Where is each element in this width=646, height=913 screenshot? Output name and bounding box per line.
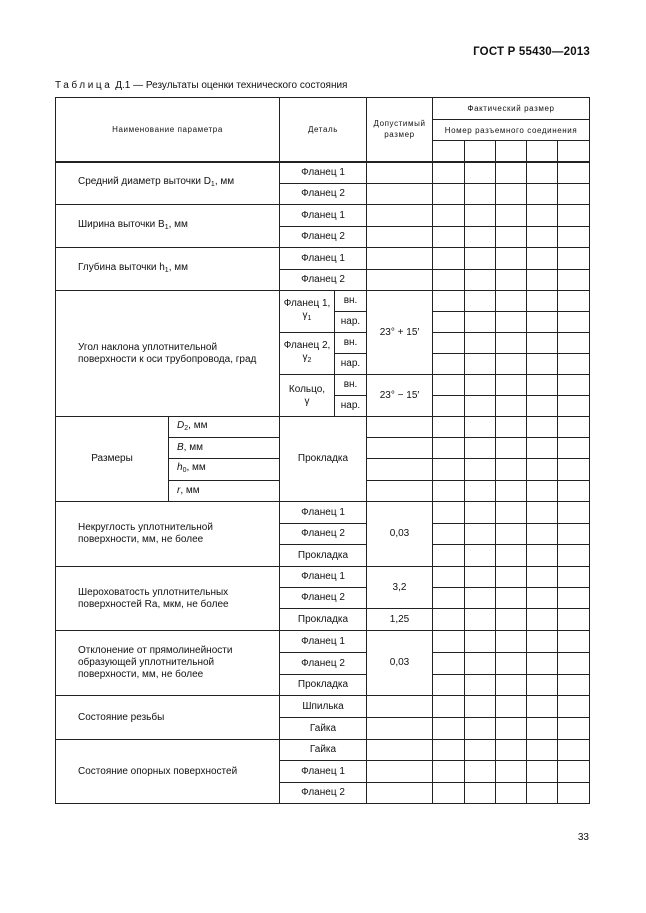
value-cell[interactable] (527, 417, 558, 438)
allowed-angle-flanges: 23° + 15′ (367, 291, 433, 375)
value-cell[interactable] (496, 783, 527, 804)
value-cell[interactable] (465, 459, 496, 481)
value-cell[interactable] (558, 312, 590, 333)
detail-gasket: Прокладка (280, 417, 367, 502)
detail-flange1: Фланец 1 (280, 502, 367, 524)
value-cell[interactable] (527, 162, 558, 184)
allowed-cell (367, 162, 433, 184)
allowed-cell (367, 481, 433, 502)
value-cell[interactable] (558, 524, 590, 545)
value-cell[interactable] (465, 696, 496, 718)
value-cell[interactable] (558, 396, 590, 417)
value-cell[interactable] (465, 631, 496, 653)
detail-nut: Гайка (280, 718, 367, 740)
detail-flange1: Фланец 1 (280, 567, 367, 588)
value-cell[interactable] (527, 783, 558, 804)
value-cell[interactable] (465, 184, 496, 205)
value-cell[interactable] (558, 631, 590, 653)
value-cell[interactable] (558, 718, 590, 740)
value-cell[interactable] (496, 761, 527, 783)
value-cell[interactable] (527, 588, 558, 609)
value-cell[interactable] (433, 588, 465, 609)
value-cell[interactable] (433, 333, 465, 354)
value-cell[interactable] (496, 502, 527, 524)
detail-inner: вн. (335, 375, 367, 396)
caption-prefix: Таблица (55, 80, 113, 91)
detail-flange1: Фланец 1 (280, 205, 367, 227)
value-cell[interactable] (433, 502, 465, 524)
value-cell[interactable] (433, 609, 465, 631)
param-straightness: Отклонение от прямолинейности образующей уплотнительной поверхности, мм, не более (56, 631, 280, 696)
value-cell[interactable] (465, 417, 496, 438)
value-cell[interactable] (433, 696, 465, 718)
header-param: Наименование параметра (56, 98, 280, 162)
value-cell[interactable] (433, 227, 465, 248)
value-cell[interactable] (527, 438, 558, 459)
allowed-cell (367, 740, 433, 761)
param-avg-diameter: Средний диаметр выточки $D_1$, мм (56, 162, 280, 205)
allowed-angle-ring: 23° − 15′ (367, 375, 433, 417)
detail-flange2: Фланец 2 (280, 653, 367, 675)
size-r: r, мм (169, 481, 280, 502)
value-cell[interactable] (527, 524, 558, 545)
value-cell[interactable] (465, 227, 496, 248)
value-cell[interactable] (465, 312, 496, 333)
size-h0: $h_0$, мм (169, 459, 280, 481)
value-cell[interactable] (558, 588, 590, 609)
page-number: 33 (577, 832, 589, 843)
value-cell[interactable] (527, 184, 558, 205)
value-cell[interactable] (558, 184, 590, 205)
value-cell[interactable] (496, 740, 527, 761)
value-cell[interactable] (558, 227, 590, 248)
value-cell[interactable] (496, 227, 527, 248)
value-cell[interactable] (496, 588, 527, 609)
value-cell[interactable] (527, 459, 558, 481)
value-cell[interactable] (527, 333, 558, 354)
value-cell[interactable] (433, 675, 465, 696)
header-joint-cell (496, 141, 527, 162)
value-cell[interactable] (527, 718, 558, 740)
value-cell[interactable] (496, 396, 527, 417)
value-cell[interactable] (496, 524, 527, 545)
value-cell[interactable] (496, 438, 527, 459)
value-cell[interactable] (496, 312, 527, 333)
value-cell[interactable] (433, 438, 465, 459)
value-cell[interactable] (558, 417, 590, 438)
value-cell[interactable] (433, 653, 465, 675)
value-cell[interactable] (433, 396, 465, 417)
value-cell[interactable] (558, 675, 590, 696)
detail-nut: Гайка (280, 740, 367, 761)
caption-text: Д.1 — Результаты оценки технического состояния (112, 80, 348, 91)
value-cell[interactable] (496, 248, 527, 270)
value-cell[interactable] (433, 761, 465, 783)
value-cell[interactable] (527, 567, 558, 588)
value-cell[interactable] (527, 653, 558, 675)
value-cell[interactable] (465, 761, 496, 783)
value-cell[interactable] (558, 162, 590, 184)
detail-flange1-gamma: Фланец 1, $\gamma_1$ (280, 291, 335, 333)
value-cell[interactable] (558, 502, 590, 524)
detail-flange1: Фланец 1 (280, 162, 367, 184)
document-code: ГОСТ Р 55430—2013 (473, 46, 590, 58)
value-cell[interactable] (496, 291, 527, 312)
param-angle: Угол наклона уплотнительной поверхности к оси трубопровода, град (56, 291, 280, 417)
detail-flange1: Фланец 1 (280, 761, 367, 783)
value-cell[interactable] (465, 333, 496, 354)
allowed-cell (367, 270, 433, 291)
value-cell[interactable] (527, 675, 558, 696)
value-cell[interactable] (527, 227, 558, 248)
value-cell[interactable] (465, 481, 496, 502)
value-cell[interactable] (558, 567, 590, 588)
value-cell[interactable] (465, 396, 496, 417)
value-cell[interactable] (433, 567, 465, 588)
param-groove-width: Ширина выточки $B_1$, мм (56, 205, 280, 248)
allowed-nonroundness: 0,03 (367, 502, 433, 567)
param-thread: Состояние резьбы (56, 696, 280, 740)
value-cell[interactable] (496, 375, 527, 396)
value-cell[interactable] (527, 205, 558, 227)
value-cell[interactable] (433, 783, 465, 804)
value-cell[interactable] (558, 248, 590, 270)
value-cell[interactable] (558, 291, 590, 312)
value-cell[interactable] (496, 354, 527, 375)
value-cell[interactable] (527, 481, 558, 502)
value-cell[interactable] (465, 375, 496, 396)
allowed-cell (367, 417, 433, 438)
value-cell[interactable] (465, 438, 496, 459)
value-cell[interactable] (527, 354, 558, 375)
value-cell[interactable] (558, 333, 590, 354)
value-cell[interactable] (496, 481, 527, 502)
value-cell[interactable] (465, 588, 496, 609)
value-cell[interactable] (558, 438, 590, 459)
value-cell[interactable] (558, 696, 590, 718)
assessment-table (55, 97, 590, 804)
value-cell[interactable] (433, 162, 465, 184)
value-cell[interactable] (433, 184, 465, 205)
value-cell[interactable] (496, 718, 527, 740)
value-cell[interactable] (433, 459, 465, 481)
value-cell[interactable] (558, 270, 590, 291)
value-cell[interactable] (527, 631, 558, 653)
allowed-cell (367, 718, 433, 740)
value-cell[interactable] (465, 248, 496, 270)
value-cell[interactable] (433, 375, 465, 396)
detail-gasket: Прокладка (280, 545, 367, 567)
detail-flange2: Фланец 2 (280, 524, 367, 545)
header-actual: Фактический размер (433, 98, 590, 120)
value-cell[interactable] (527, 696, 558, 718)
header-joint-cell (527, 141, 558, 162)
detail-stud: Шпилька (280, 696, 367, 718)
allowed-cell (367, 783, 433, 804)
allowed-cell (367, 184, 433, 205)
detail-flange2: Фланец 2 (280, 227, 367, 248)
detail-ring-gamma: Кольцо, γ (280, 375, 335, 417)
allowed-cell (367, 227, 433, 248)
value-cell[interactable] (465, 502, 496, 524)
detail-outer: нар. (335, 354, 367, 375)
value-cell[interactable] (465, 270, 496, 291)
param-sizes: Размеры (56, 417, 169, 502)
value-cell[interactable] (496, 333, 527, 354)
value-cell[interactable] (433, 740, 465, 761)
value-cell[interactable] (496, 567, 527, 588)
allowed-cell (367, 205, 433, 227)
value-cell[interactable] (527, 609, 558, 631)
header-joint-cell (558, 141, 590, 162)
header-joint-cell (465, 141, 496, 162)
detail-flange2-gamma: Фланец 2, $\gamma_2$ (280, 333, 335, 375)
value-cell[interactable] (465, 545, 496, 567)
size-b: B, мм (169, 438, 280, 459)
value-cell[interactable] (558, 761, 590, 783)
value-cell[interactable] (433, 545, 465, 567)
value-cell[interactable] (433, 248, 465, 270)
value-cell[interactable] (465, 653, 496, 675)
value-cell[interactable] (496, 675, 527, 696)
value-cell[interactable] (527, 270, 558, 291)
value-cell[interactable] (433, 312, 465, 333)
detail-gasket: Прокладка (280, 609, 367, 631)
allowed-cell (367, 761, 433, 783)
value-cell[interactable] (558, 459, 590, 481)
value-cell[interactable] (433, 354, 465, 375)
detail-flange2: Фланец 2 (280, 783, 367, 804)
value-cell[interactable] (558, 609, 590, 631)
detail-flange2: Фланец 2 (280, 588, 367, 609)
value-cell[interactable] (527, 545, 558, 567)
value-cell[interactable] (527, 248, 558, 270)
value-cell[interactable] (465, 524, 496, 545)
value-cell[interactable] (558, 354, 590, 375)
detail-flange1: Фланец 1 (280, 248, 367, 270)
value-cell[interactable] (496, 184, 527, 205)
value-cell[interactable] (558, 783, 590, 804)
detail-outer: нар. (335, 396, 367, 417)
value-cell[interactable] (527, 502, 558, 524)
value-cell[interactable] (496, 417, 527, 438)
value-cell[interactable] (527, 740, 558, 761)
allowed-roughness-gasket: 1,25 (367, 609, 433, 631)
value-cell[interactable] (433, 417, 465, 438)
value-cell[interactable] (465, 675, 496, 696)
value-cell[interactable] (496, 270, 527, 291)
detail-inner: вн. (335, 333, 367, 354)
value-cell[interactable] (433, 270, 465, 291)
value-cell[interactable] (433, 205, 465, 227)
value-cell[interactable] (558, 205, 590, 227)
header-detail: Деталь (280, 98, 367, 162)
header-joint-cell (433, 141, 465, 162)
value-cell[interactable] (465, 291, 496, 312)
detail-inner: вн. (335, 291, 367, 312)
param-groove-depth: Глубина выточки $h_1$, мм (56, 248, 280, 291)
allowed-roughness-flange: 3,2 (367, 567, 433, 609)
value-cell[interactable] (465, 783, 496, 804)
value-cell[interactable] (496, 545, 527, 567)
allowed-cell (367, 459, 433, 481)
detail-flange1: Фланец 1 (280, 631, 367, 653)
allowed-cell (367, 248, 433, 270)
value-cell[interactable] (496, 162, 527, 184)
value-cell[interactable] (496, 653, 527, 675)
value-cell[interactable] (465, 205, 496, 227)
value-cell[interactable] (496, 459, 527, 481)
value-cell[interactable] (433, 631, 465, 653)
param-nonroundness: Некруглость уплотнительной поверхности, мм, не более (56, 502, 280, 567)
param-roughness: Шероховатость уплотнительных поверхностей Ra, мкм, не более (56, 567, 280, 631)
allowed-cell (367, 438, 433, 459)
value-cell[interactable] (465, 609, 496, 631)
table-caption (55, 80, 347, 91)
value-cell[interactable] (527, 291, 558, 312)
value-cell[interactable] (527, 375, 558, 396)
value-cell[interactable] (465, 718, 496, 740)
param-support: Состояние опорных поверхностей (56, 740, 280, 804)
value-cell[interactable] (527, 396, 558, 417)
header-joint: Номер разъемного соединения (433, 120, 590, 141)
value-cell[interactable] (433, 481, 465, 502)
value-cell[interactable] (433, 718, 465, 740)
value-cell[interactable] (465, 354, 496, 375)
value-cell[interactable] (558, 545, 590, 567)
value-cell[interactable] (496, 631, 527, 653)
value-cell[interactable] (465, 567, 496, 588)
value-cell[interactable] (558, 375, 590, 396)
value-cell[interactable] (527, 312, 558, 333)
allowed-cell (367, 696, 433, 718)
size-d2: $D_2$, мм (169, 417, 280, 438)
value-cell[interactable] (465, 740, 496, 761)
value-cell[interactable] (433, 291, 465, 312)
value-cell[interactable] (558, 653, 590, 675)
value-cell[interactable] (496, 696, 527, 718)
detail-gasket: Прокладка (280, 675, 367, 696)
value-cell[interactable] (433, 524, 465, 545)
value-cell[interactable] (465, 162, 496, 184)
value-cell[interactable] (558, 740, 590, 761)
detail-flange2: Фланец 2 (280, 270, 367, 291)
header-allowed: Допустимый размер (367, 98, 433, 162)
allowed-straightness: 0,03 (367, 631, 433, 696)
value-cell[interactable] (496, 205, 527, 227)
value-cell[interactable] (527, 761, 558, 783)
detail-flange2: Фланец 2 (280, 184, 367, 205)
value-cell[interactable] (558, 481, 590, 502)
detail-outer: нар. (335, 312, 367, 333)
value-cell[interactable] (496, 609, 527, 631)
